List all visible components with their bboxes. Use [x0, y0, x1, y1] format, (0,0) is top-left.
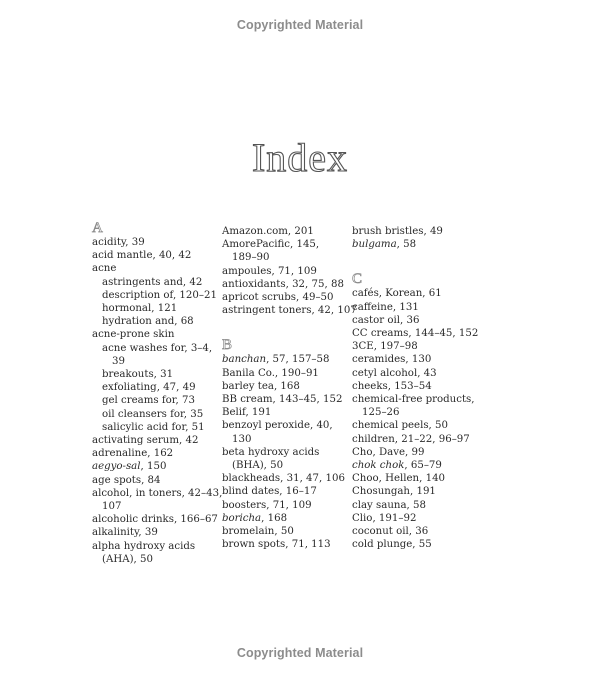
index-entry: ampoules, 71, 109 [222, 265, 317, 277]
index-entry: antioxidants, 32, 75, 88 [222, 278, 344, 290]
index-entry: apricot scrubs, 49–50 [222, 292, 334, 304]
index-entry: astringents and, 42 [102, 276, 203, 288]
index-entry: oil cleansers for, 35 [102, 408, 204, 420]
index-entry: gel creams for, 73 [102, 395, 195, 407]
index-entry: 125–26 [362, 407, 400, 419]
section-letter-a: A [92, 220, 103, 236]
index-entry: Chosungah, 191 [352, 486, 436, 498]
index-entry: caffeine, 131 [352, 301, 419, 313]
index-entry: alpha hydroxy acids [92, 540, 196, 552]
index-entry: 189–90 [232, 252, 270, 264]
index-entry: bromelain, 50 [222, 526, 294, 538]
index-entry: salicylic acid for, 51 [102, 421, 205, 433]
index-entry: cafés, Korean, 61 [352, 288, 442, 300]
index-entry: 107 [102, 501, 122, 513]
index-entry: (AHA), 50 [102, 553, 153, 565]
index-column-2 [222, 225, 357, 551]
index-entry: CC creams, 144–45, 152 [352, 328, 479, 340]
index-entry: Choo, Hellen, 140 [352, 473, 446, 485]
index-entry: 3CE, 197–98 [352, 341, 418, 353]
index-entry: breakouts, 31 [102, 369, 174, 381]
index-entry: acid mantle, 40, 42 [92, 250, 192, 262]
index-entry: alcohol, in toners, 42–43, [92, 487, 223, 499]
index-entry: brown spots, 71, 113 [222, 539, 331, 551]
index-entry: boosters, 71, 109 [222, 499, 312, 511]
index-entry: exfoliating, 47, 49 [102, 382, 196, 394]
index-entry-list [222, 353, 344, 551]
index-entry: brush bristles, 49 [352, 226, 443, 237]
index-entry: adrenaline, 162 [92, 448, 174, 460]
index-entry: 39 [112, 355, 125, 367]
index-entry: BB cream, 143–45, 152 [222, 394, 343, 406]
index-entry: Amazon.com, 201 [222, 226, 314, 237]
index-entry-list [352, 225, 474, 251]
index-entry: Belif, 191 [222, 407, 272, 419]
index-entry-list [352, 287, 479, 551]
index-entry: cheeks, 153–54 [352, 380, 432, 392]
index-entry: age spots, 84 [92, 474, 161, 486]
copyright-watermark-top: Copyrighted Material [236, 18, 364, 32]
index-entry: acne [92, 263, 117, 275]
index-entry: blackheads, 31, 47, 106 [222, 473, 345, 485]
index-entry: (BHA), 50 [232, 460, 284, 472]
index-entry: astringent toners, 42, 107 [222, 305, 357, 317]
index-column-3 [352, 225, 479, 551]
index-entry: alkalinity, 39 [92, 527, 158, 539]
index-entry: cetyl alcohol, 43 [352, 367, 437, 379]
index-entry: Cho, Dave, 99 [352, 446, 425, 458]
index-entry: beta hydroxy acids [222, 446, 320, 458]
index-entry: chok chok, 65–79 [352, 460, 442, 472]
index-entry: aegyo-sal, 150 [92, 461, 167, 473]
index-entry: hormonal, 121 [102, 303, 178, 315]
index-entry: chemical-free products, [352, 394, 475, 406]
index-entry-list [92, 236, 223, 566]
index-entry: alcoholic drinks, 166–67 [92, 514, 218, 526]
index-entry: bulgama, 58 [352, 239, 417, 251]
index-entry: acne washes for, 3–4, [102, 342, 213, 354]
section-letter-c: C [352, 271, 363, 288]
index-entry: Clio, 191–92 [352, 512, 417, 524]
index-entry: 130 [232, 433, 252, 445]
index-entry: chemical peels, 50 [352, 420, 448, 432]
index-entry: barley tea, 168 [222, 380, 300, 392]
index-entry: castor oil, 36 [352, 314, 420, 326]
index-entry: cold plunge, 55 [352, 539, 432, 551]
section-letter-b: B [222, 337, 233, 354]
index-entry: benzoyl peroxide, 40, [222, 420, 333, 432]
index-entry: blind dates, 16–17 [222, 486, 317, 498]
copyright-watermark-bottom: Copyrighted Material [236, 646, 364, 660]
index-entry: Banila Co., 190–91 [222, 367, 319, 379]
index-entry: acne-prone skin [92, 329, 175, 341]
index-entry: banchan, 57, 157–58 [222, 354, 330, 366]
index-entry: boricha, 168 [222, 512, 288, 524]
index-entry: acidity, 39 [92, 237, 145, 248]
index-entry: children, 21–22, 96–97 [352, 433, 470, 445]
index-entry-list [222, 225, 357, 317]
index-entry: description of, 120–21 [102, 289, 217, 301]
page-title: Index [251, 135, 349, 180]
index-column-1 [92, 220, 223, 566]
index-entry: ceramides, 130 [352, 354, 432, 366]
index-entry: clay sauna, 58 [352, 499, 426, 511]
index-entry: hydration and, 68 [102, 316, 194, 328]
index-entry: activating serum, 42 [92, 435, 199, 447]
index-entry: AmorePacific, 145, [222, 239, 320, 251]
index-entry: coconut oil, 36 [352, 526, 429, 538]
